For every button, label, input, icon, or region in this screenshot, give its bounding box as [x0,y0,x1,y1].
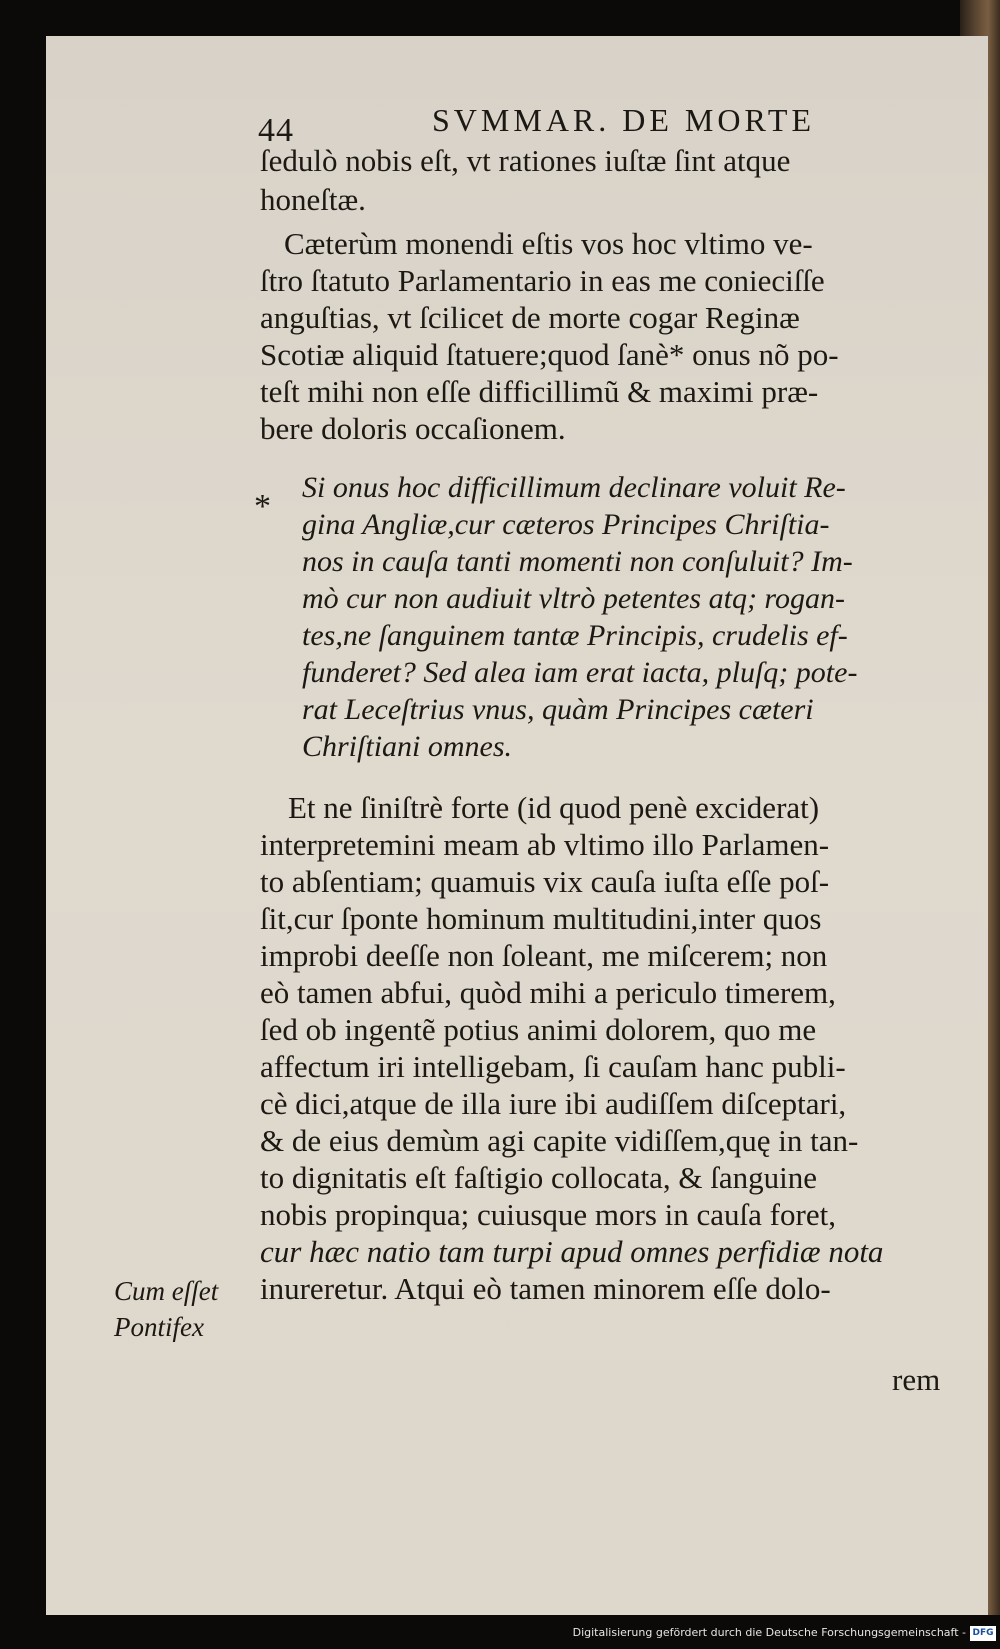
body-line: ſedulò nobis eſt, vt rationes iuſtæ ſint atque [260,143,791,178]
body-line: Et ne ſiniſtrè forte (id quod penè exciderat) [288,790,820,825]
note-line: tes,ne ſanguinem tantæ Principis, crudelis ef- [302,619,848,652]
funding-credit: Digitalisierung gefördert durch die Deutsche Forschungsgemeinschaft - [572,1626,966,1639]
dfg-logo: DFG [970,1626,996,1641]
note-line: mò cur non audiuit vltrò petentes atq; rogan- [302,582,845,615]
body-line: bere doloris occaſionem. [260,411,566,446]
note-line: Si onus hoc difficillimum declinare voluit Re- [302,471,846,504]
page-number: 44 [258,112,294,149]
note-line: gina Angliæ,cur cæteros Principes Chriſtia- [302,508,830,541]
body-line: to abſentiam; quamuis vix cauſa iuſta eſſe poſ- [260,864,830,899]
body-line: inureretur. Atqui eò tamen minorem eſſe dolo- [260,1271,831,1306]
body-line: ſit,cur ſponte hominum multitudini,inter quos [260,901,822,936]
body-line: ſtro ſtatuto Parlamentario in eas me conieciſſe [260,263,825,298]
body-line: interpretemini meam ab vltimo illo Parlamen- [260,827,830,862]
body-line: ſed ob ingentẽ potius animi dolorem, quo me [260,1012,817,1047]
running-head: SVMMAR. DE MORTE [432,102,815,138]
body-line: Scotiæ aliquid ſtatuere;quod ſanè* onus nõ po- [260,337,839,372]
body-line: affectum iri intelligebam, ſi cauſam hanc publi- [260,1049,846,1084]
note-line: rat Leceſtrius vnus, quàm Principes cæteri [302,693,814,726]
body-line: anguſtias, vt ſcilicet de morte cogar Reginæ [260,300,800,335]
body-line: eò tamen abfui, quòd mihi a periculo timerem, [260,975,836,1010]
note-marker: * [254,488,271,525]
body-line: to dignitatis eſt faſtigio collocata, & ſanguine [260,1160,818,1195]
note-line: nos in cauſa tanti momenti non conſuluit? Im- [302,545,853,578]
body-line: nobis propinqua; cuiusque mors in cauſa foret, [260,1197,836,1232]
body-line: honeſtæ. [260,182,366,217]
catchword: rem [892,1362,941,1397]
body-line: cur hæc natio tam turpi apud omnes perfidiæ nota [260,1234,884,1269]
body-line: & de eius demùm agi capite vidiſſem,quę in tan- [260,1123,859,1158]
body-line: improbi deeſſe non ſoleant, me miſcerem; non [260,938,828,973]
note-line: funderet? Sed alea iam erat iacta, pluſq; pote- [302,656,858,689]
body-line: cè dici,atque de illa iure ibi audiſſem diſceptari, [260,1086,847,1121]
body-line: teſt mihi non eſſe difficillimũ & maximi præ- [260,374,819,409]
margin-note-line: Cum eſſet [114,1276,219,1306]
body-line: Cæterùm monendi eſtis vos hoc vltimo ve- [284,226,813,261]
note-line: Chriſtiani omnes. [302,730,513,763]
book-page [46,36,988,1615]
margin-note-line: Pontifex [114,1312,204,1342]
